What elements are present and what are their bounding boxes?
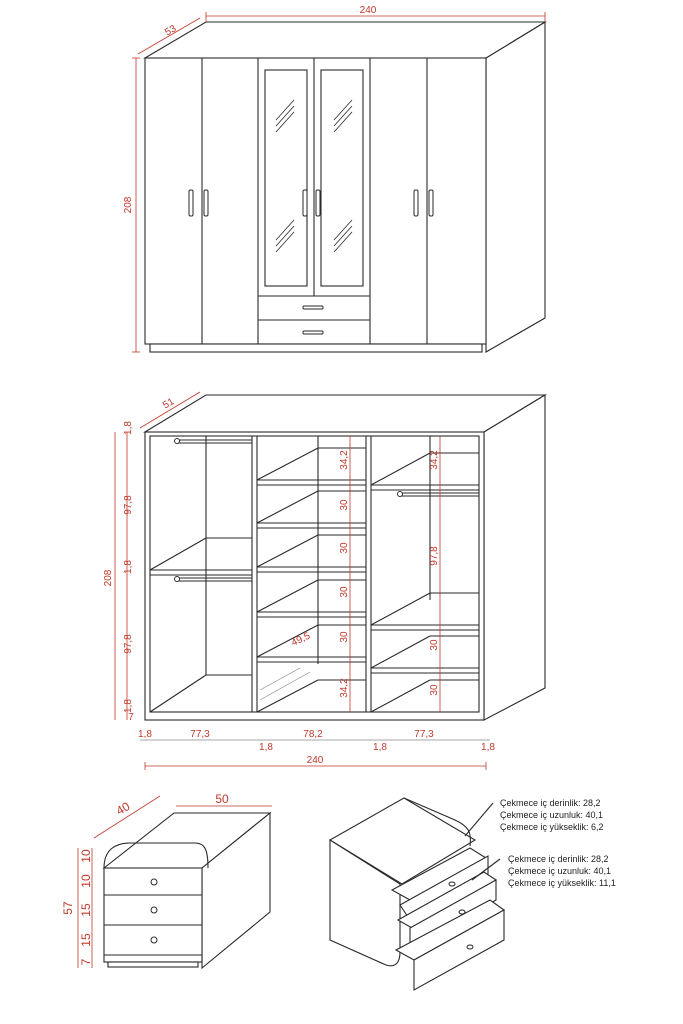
knob — [151, 879, 157, 885]
dim-left-lower: 97,8 — [123, 634, 134, 654]
nightstand-front-view — [61, 792, 272, 968]
interior-carcass — [145, 432, 484, 720]
dim-shelf-depth: 49,5 — [289, 630, 313, 649]
ns-stack-4: 7 — [79, 958, 93, 966]
dim-right-0: 34,2 — [429, 450, 440, 470]
wardrobe-top-panel — [145, 22, 545, 58]
ns-height: 57 — [61, 901, 75, 915]
wardrobe-interior-view — [103, 392, 545, 770]
dim-mid-2: 30 — [339, 542, 350, 554]
dim-mid-5: 34,2 — [339, 678, 350, 698]
note-large-0: Çekmece iç derinlik: 28,2 — [508, 854, 609, 864]
dim-top-panel: 1,8 — [123, 421, 134, 435]
knob — [151, 937, 157, 943]
dim-plinth: 7 — [128, 712, 134, 723]
dim-left-upper: 97,8 — [123, 495, 134, 515]
nightstand-plinth — [108, 962, 198, 967]
dim-bottom-panel: 1,8 — [123, 699, 134, 713]
dim-height: 208 — [123, 196, 134, 214]
interior-side-panel — [484, 395, 545, 720]
dim-right-1: 97,8 — [429, 546, 440, 566]
ns-depth: 40 — [113, 799, 133, 818]
wardrobe-plinth — [150, 344, 482, 352]
note-small-1: Çekmece iç uzunluk: 40,1 — [500, 810, 604, 820]
dim-left-shelf: 1,8 — [123, 560, 134, 574]
interior-height: 208 — [103, 569, 114, 587]
interior-depth: 51 — [161, 396, 177, 412]
ns-stack-0: 10 — [79, 849, 93, 863]
drawer-handle — [303, 331, 323, 334]
dim-b-6: 1,8 — [481, 742, 495, 753]
dim-width: 240 — [359, 5, 377, 16]
dim-b-2: 1,8 — [259, 742, 273, 753]
ns-stack-1: 10 — [79, 874, 93, 888]
wardrobe-side-panel — [486, 22, 545, 352]
dim-b-1: 77,3 — [190, 729, 210, 740]
note-large-1: Çekmece iç uzunluk: 40,1 — [508, 866, 612, 876]
ns-stack-2: 15 — [79, 903, 93, 917]
dim-total-width: 240 — [306, 755, 324, 766]
drawer-notes — [500, 798, 616, 888]
dim-mid-3: 30 — [339, 586, 350, 598]
note-small-2: Çekmece iç yükseklik: 6,2 — [500, 822, 604, 832]
note-small-0: Çekmece iç derinlik: 28,2 — [500, 798, 601, 808]
dim-depth: 53 — [163, 23, 179, 39]
dim-b-0: 1,8 — [138, 729, 152, 740]
knob — [151, 907, 157, 913]
dim-right-3: 30 — [429, 684, 440, 696]
note-large-2: Çekmece iç yükseklik: 11,1 — [508, 878, 616, 888]
ns-stack-3: 15 — [79, 933, 93, 947]
dim-b-3: 78,2 — [303, 729, 323, 740]
wardrobe-front-view — [123, 5, 545, 352]
interior-top-panel — [145, 395, 545, 432]
dim-mid-1: 30 — [339, 499, 350, 511]
ns-width: 50 — [215, 792, 229, 806]
dim-b-4: 1,8 — [373, 742, 387, 753]
nightstand-open-drawers — [330, 798, 504, 990]
drawer-handle — [303, 306, 323, 309]
dim-right-2: 30 — [429, 639, 440, 651]
dim-mid-0: 34,2 — [339, 450, 350, 470]
dim-b-5: 77,3 — [414, 729, 434, 740]
dim-mid-4: 30 — [339, 631, 350, 643]
